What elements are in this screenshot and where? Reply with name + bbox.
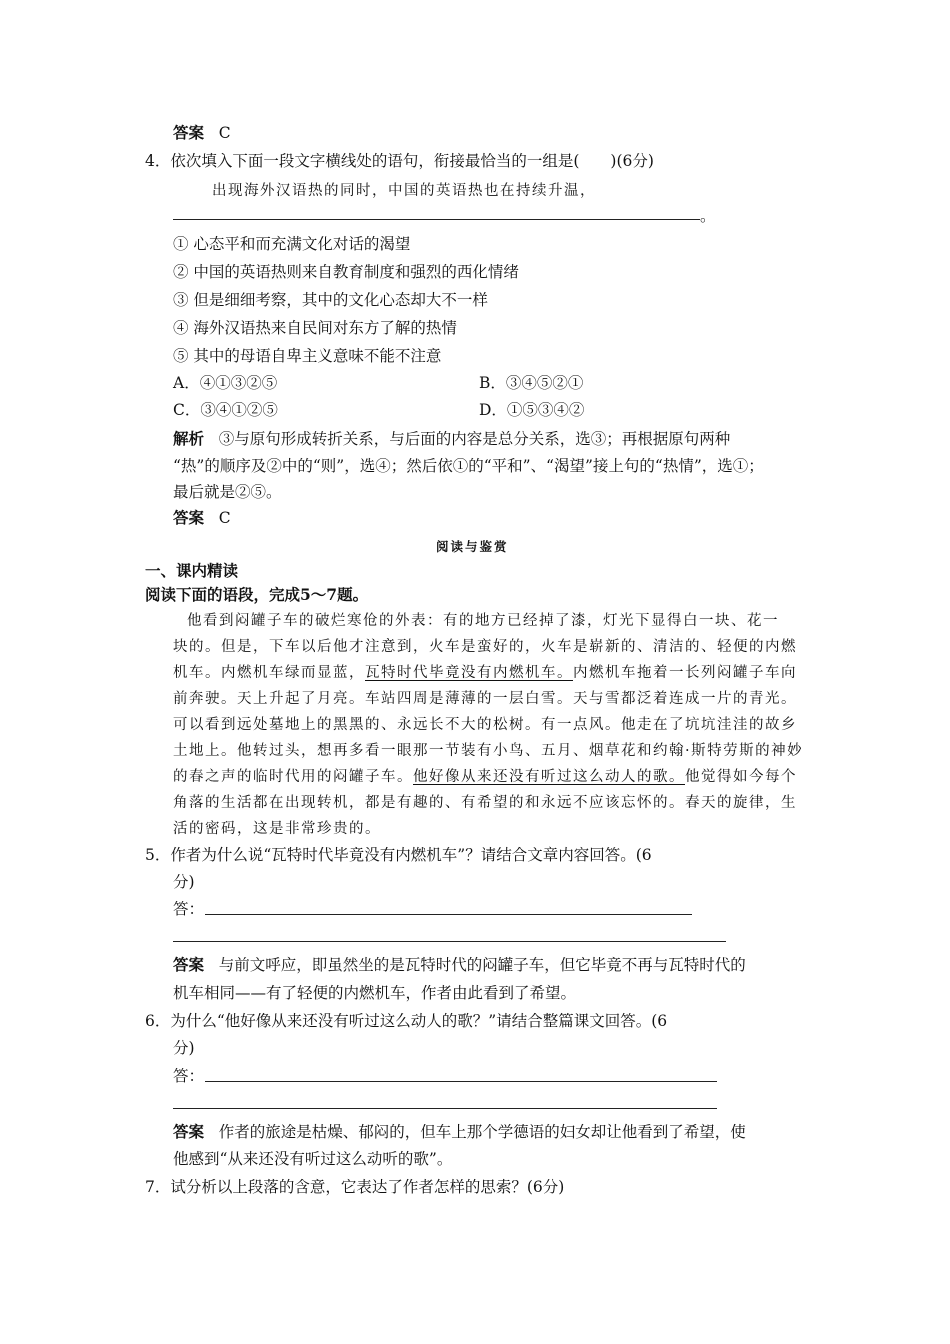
q6-stem-text: 为什么“他好像从来还没有听过这么动人的歌？”请结合整篇课文回答。(6 — [170, 1012, 668, 1030]
q4-item-2: ② 中国的英语热则来自教育制度和强烈的西化情绪 — [173, 263, 519, 281]
passage-line-8: 角落的生活都在出现转机，都是有趣的、有希望的和永远不应该忘怀的。春天的旋律，生 — [173, 795, 797, 811]
q4-stem-text: 依次填入下面一段文字横线处的语句，衔接最恰当的一组是( )(6分) — [170, 152, 654, 170]
passage-line-3a: 机车。内燃机车绿而显蓝， — [173, 665, 365, 681]
q4-item-1: ① 心态平和而充满文化对话的渴望 — [173, 235, 411, 253]
q6-stem-cont: 分) — [173, 1039, 195, 1057]
q4-option-b: B．③④⑤②① — [479, 374, 584, 392]
q4-answer-value: C — [218, 509, 231, 527]
q5-answer-line-2[interactable] — [173, 941, 726, 942]
q4-stem — [145, 151, 654, 171]
q6-answer-line-a — [173, 1122, 746, 1142]
q4-blank-line — [173, 219, 700, 220]
q6-answer-label: 答案 — [173, 1122, 205, 1141]
q5-number: 5． — [145, 846, 171, 864]
q4-answer-label: 答案 — [173, 508, 205, 527]
q6-number: 6． — [145, 1012, 171, 1030]
q3-answer-label: 答案 — [173, 123, 205, 142]
passage-line-2: 块的。但是，下车以后他才注意到，火车是蛮好的，火车是崭新的、清洁的、轻便的内燃 — [173, 639, 797, 655]
q5-stem — [145, 845, 652, 865]
q4-option-c: C．③④①②⑤ — [173, 401, 278, 419]
q4-number: 4． — [145, 152, 171, 170]
q7-number: 7． — [145, 1178, 171, 1196]
q4-answer — [173, 508, 231, 528]
q4-analysis-line-1 — [173, 429, 730, 449]
q4-item-3: ③ 但是细细考察，其中的文化心态却大不一样 — [173, 291, 488, 309]
q5-answer-line-1[interactable] — [205, 914, 692, 915]
passage-line-7a: 的春之声的临时代用的闷罐子车。 — [173, 769, 413, 785]
q5-answer-line-a — [173, 955, 746, 975]
q6-stem — [145, 1011, 667, 1031]
passage-underlined-sentence-2: 他好像从来还没有听过这么动人的歌。 — [413, 769, 685, 785]
passage-line-7b: 他觉得如今每个 — [685, 769, 797, 785]
q6-answer-text-1: 作者的旅途是枯燥、郁闷的，但车上那个学德语的妇女却让他看到了希望，使 — [218, 1123, 746, 1141]
q5-stem-text: 作者为什么说“瓦特时代毕竟没有内燃机车”？请结合文章内容回答。(6 — [170, 846, 652, 864]
passage-underlined-sentence-1: 瓦特时代毕竟没有内燃机车。 — [365, 665, 573, 681]
q5-stem-cont: 分) — [173, 873, 195, 891]
q7-stem — [145, 1177, 564, 1197]
passage-line-5: 可以看到远处墓地上的黑黑的、永远长不大的松树。有一点风。他走在了坑坑洼洼的故乡 — [173, 717, 797, 733]
instruction: 阅读下面的语段，完成5～7题。 — [145, 585, 369, 604]
passage-line-6: 土地上。他转过头，想再多看一眼那一节装有小鸟、五月、烟草花和约翰·斯特劳斯的神妙 — [173, 743, 804, 759]
passage-line-3b: 内燃机车拖着一长列闷罐子车向 — [573, 665, 797, 681]
q4-item-5: ⑤ 其中的母语自卑主义意味不能不注意 — [173, 347, 442, 365]
q6-answer-line-2[interactable] — [173, 1108, 717, 1109]
q6-answer-line-1[interactable] — [205, 1081, 717, 1082]
section-title: 阅读与鉴赏 — [436, 539, 509, 554]
passage-line-9: 活的密码，这是非常珍贵的。 — [173, 821, 381, 837]
q6-answer-prompt: 答： — [173, 1067, 205, 1085]
q4-option-d: D．①⑤③④② — [479, 401, 585, 419]
q5-answer-text-1: 与前文呼应，即虽然坐的是瓦特时代的闷罐子车，但它毕竟不再与瓦特时代的 — [218, 956, 746, 974]
q4-blank-end: 。 — [700, 207, 716, 225]
q4-analysis-text-1: ③与原句形成转折关系，与后面的内容是总分关系，选③；再根据原句两种 — [218, 430, 731, 448]
passage-line-4: 前奔驶。天上升起了月亮。车站四周是薄薄的一层白雪。天与雪都泛着连成一片的青光。 — [173, 691, 797, 707]
q6-answer-line-b: 他感到“从来还没有听过这么动听的歌”。 — [173, 1150, 453, 1168]
part1-heading: 一、课内精读 — [145, 561, 239, 580]
passage-line-7 — [173, 767, 797, 787]
q4-item-4: ④ 海外汉语热来自民间对东方了解的热情 — [173, 319, 457, 337]
q4-lead: 出现海外汉语热的同时，中国的英语热也在持续升温， — [212, 183, 596, 199]
q3-answer-value: C — [218, 124, 231, 142]
q5-answer-label: 答案 — [173, 955, 205, 974]
q5-answer-line-b: 机车相同——有了轻便的内燃机车，作者由此看到了希望。 — [173, 984, 577, 1002]
q3-answer — [173, 123, 231, 143]
q4-analysis-line-3: 最后就是②⑤。 — [173, 483, 282, 501]
passage-line-3 — [173, 663, 797, 683]
q7-stem-text: 试分析以上段落的含意，它表达了作者怎样的思索？(6分) — [170, 1178, 565, 1196]
passage-line-1: 他看到闷罐子车的破烂寒伧的外表：有的地方已经掉了漆，灯光下显得白一块、花一 — [187, 613, 779, 629]
q5-answer-prompt: 答： — [173, 900, 205, 918]
q4-option-a: A．④①③②⑤ — [173, 374, 278, 392]
q4-analysis-line-2: “热”的顺序及②中的“则”，选④；然后依①的“平和”、“渴望”接上句的“热情”，选①； — [173, 457, 764, 475]
q4-analysis-label: 解析 — [173, 429, 205, 448]
